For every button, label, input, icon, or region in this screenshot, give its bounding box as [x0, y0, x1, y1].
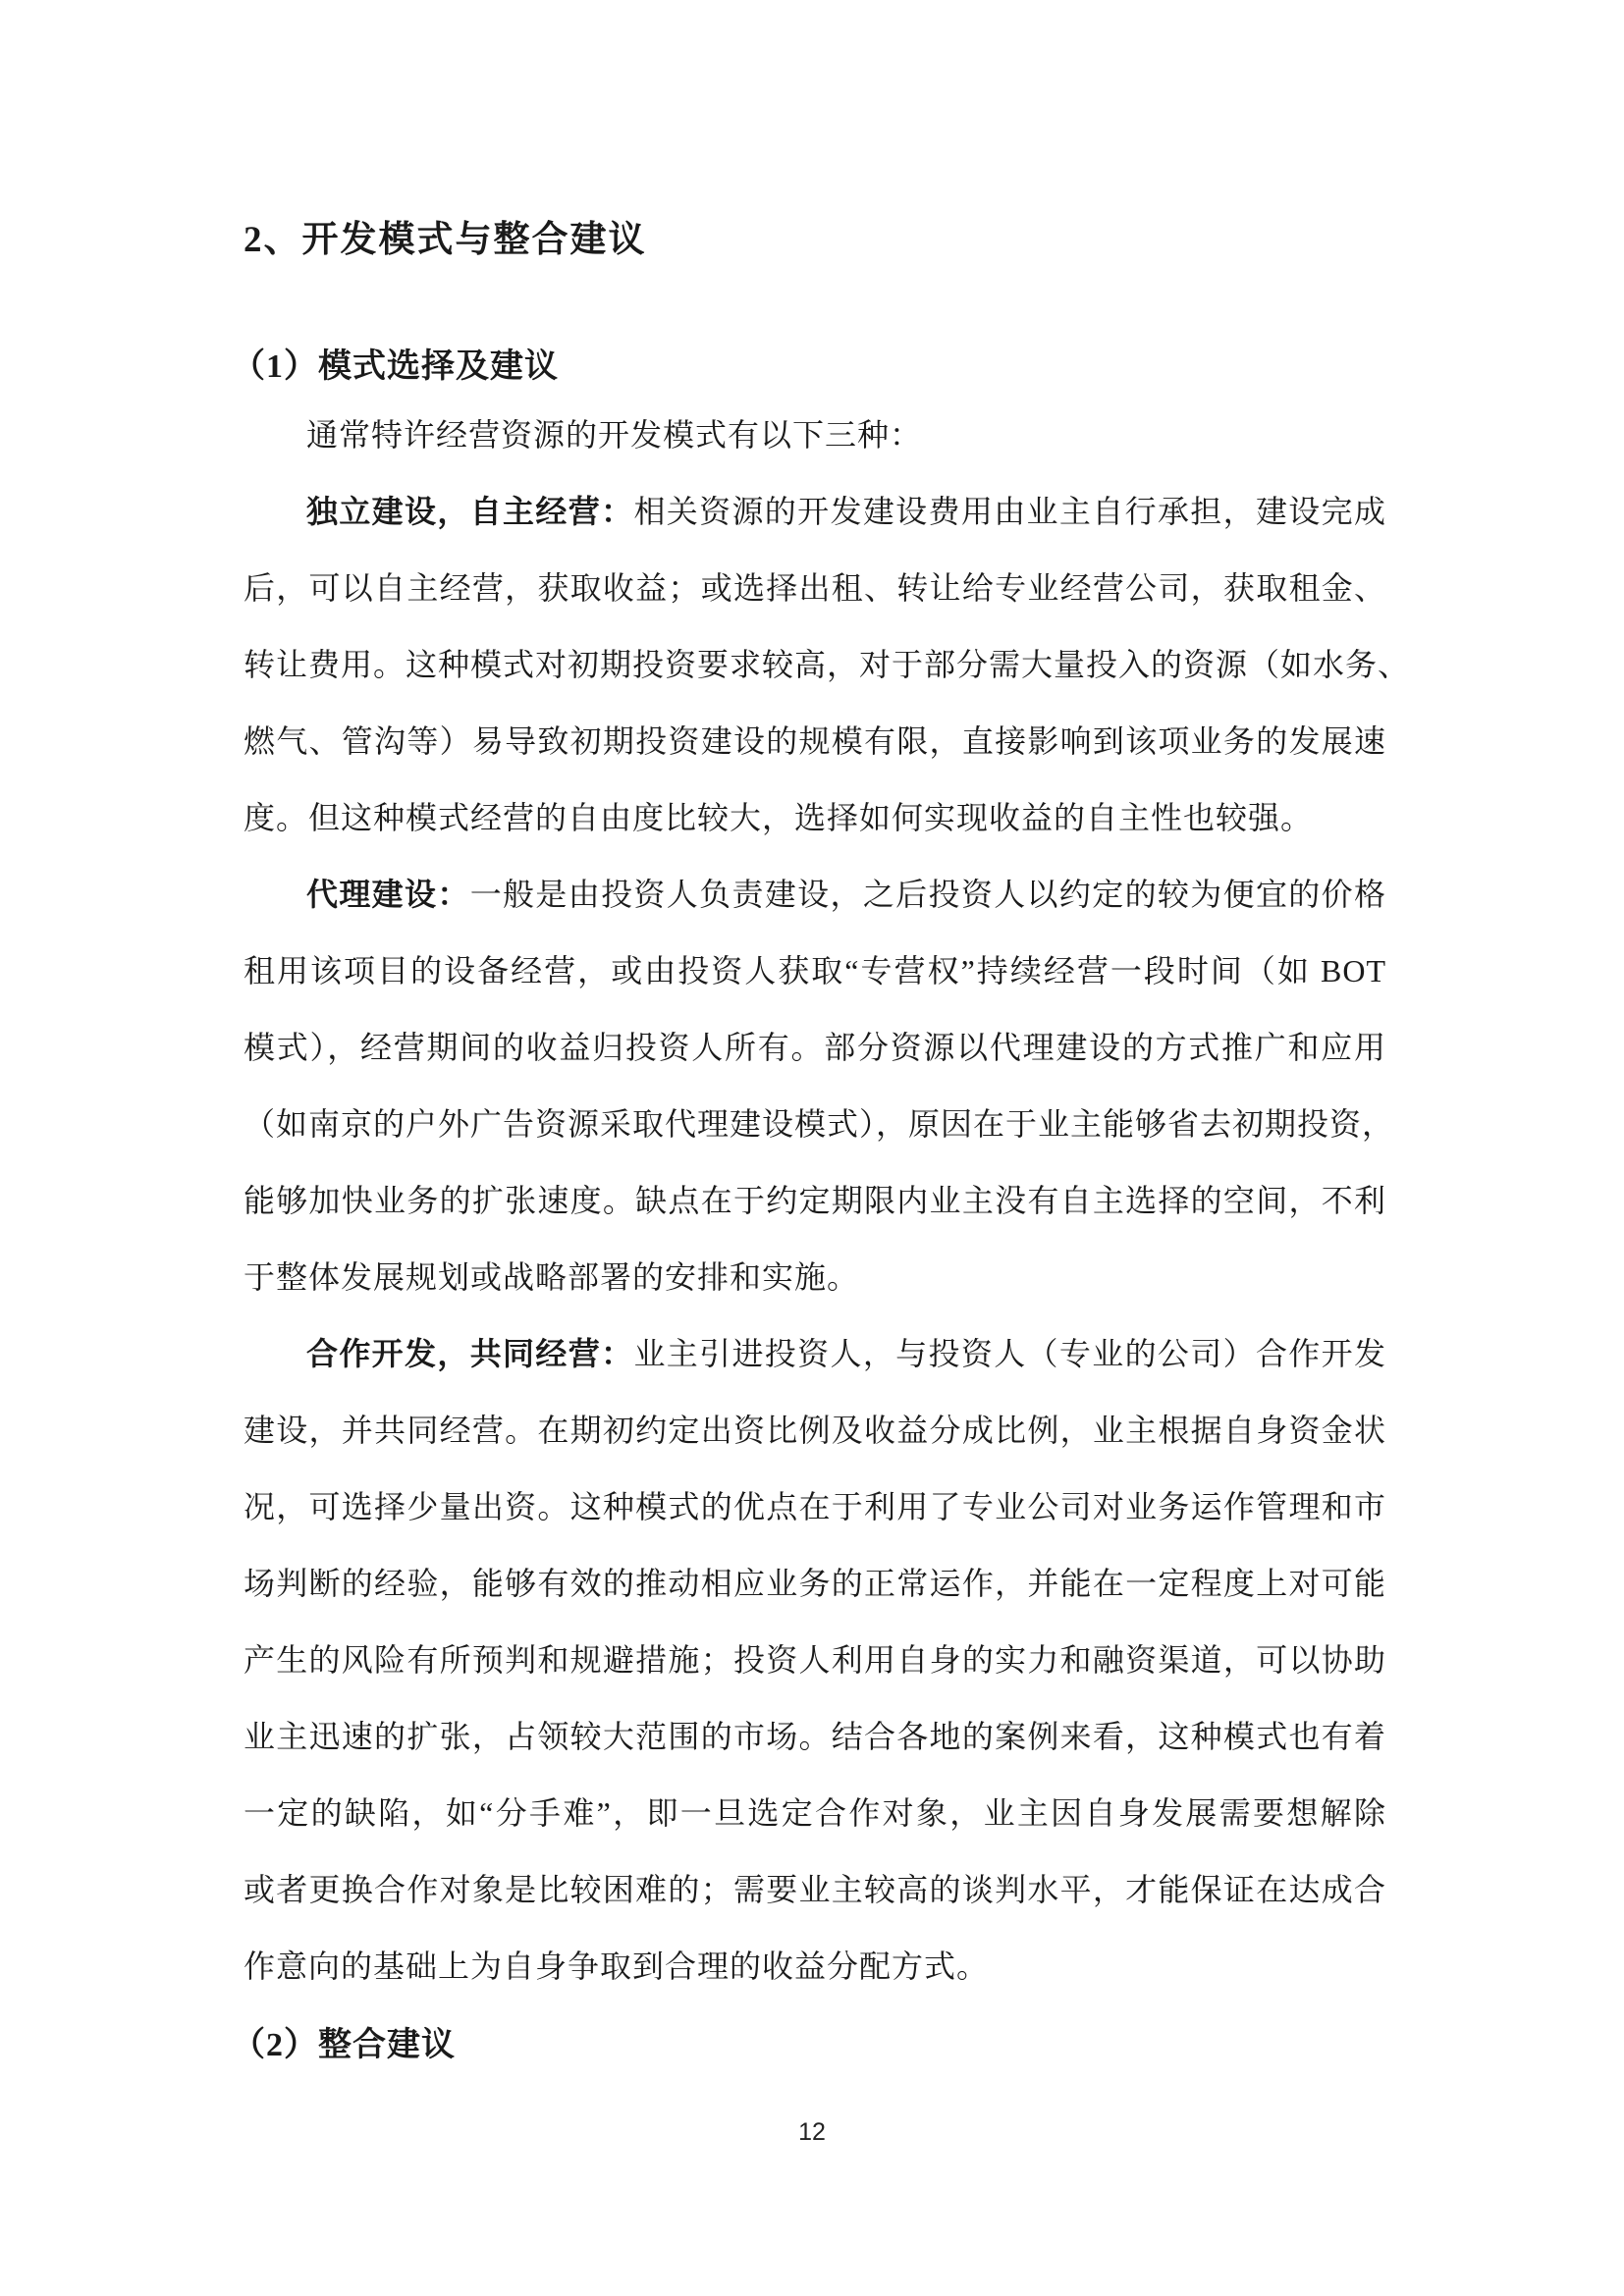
text-line: 度。但这种模式经营的自由度比较大，选择如何实现收益的自主性也较强。 [244, 800, 1314, 835]
page-number: 12 [798, 2118, 826, 2146]
text-line: 一定的缺陷，如“分手难”，即一旦选定合作对象，业主因自身发展需要想解除 [244, 1795, 1386, 1831]
text-line: 或者更换合作对象是比较困难的；需要业主较高的谈判水平，才能保证在达成合 [244, 1872, 1386, 1907]
document-content [232, 0, 1411, 2067]
text-line: 场判断的经验，能够有效的推动相应业务的正常运作，并能在一定程度上对可能 [244, 1566, 1386, 1601]
text-line: 建设，并共同经营。在期初约定出资比例及收益分成比例，业主根据自身资金状 [244, 1413, 1386, 1448]
paragraph [244, 473, 1411, 856]
text-line: 转让费用。这种模式对初期投资要求较高，对于部分需大量投入的资源（如水务、 [244, 647, 1411, 682]
text-line: 于整体发展规划或战略部署的安排和实施。 [244, 1259, 860, 1295]
section-heading: （1）模式选择及建议 [232, 348, 559, 385]
paragraph [244, 1315, 1386, 2004]
text-line: 产生的风险有所预判和规避措施；投资人利用自身的实力和融资渠道，可以协助 [244, 1642, 1386, 1678]
text-line: 代理建设：一般是由投资人负责建设，之后投资人以约定的较为便宜的价格 [306, 877, 1386, 912]
text-line: 作意向的基础上为自身争取到合理的收益分配方式。 [244, 1949, 990, 1984]
text-line: 能够加快业务的扩张速度。缺点在于约定期限内业主没有自主选择的空间，不利 [244, 1183, 1386, 1218]
paragraph [244, 856, 1395, 1315]
text-line: 合作开发，共同经营：业主引进投资人，与投资人（专业的公司）合作开发 [306, 1336, 1386, 1371]
section-heading: （2）整合建议 [232, 2027, 456, 2063]
text-line: 通常特许经营资源的开发模式有以下三种： [306, 417, 923, 453]
text-line: 燃气、管沟等）易导致初期投资建设的规模有限，直接影响到该项业务的发展速 [244, 723, 1386, 759]
paragraph [244, 397, 1386, 473]
text-line: 业主迅速的扩张，占领较大范围的市场。结合各地的案例来看，这种模式也有着 [244, 1719, 1386, 1754]
text-line: 租用该项目的设备经营，或由投资人获取“专营权”持续经营一段时间（如 BOT [244, 953, 1386, 988]
text-line: 模式），经营期间的收益归投资人所有。部分资源以代理建设的方式推广和应用 [244, 1030, 1386, 1065]
document-body [232, 346, 1411, 2067]
text-line: （如南京的户外广告资源采取代理建设模式），原因在于业主能够省去初期投资， [244, 1106, 1395, 1142]
text-line: 况，可选择少量出资。这种模式的优点在于利用了专业公司对业务运作管理和市 [244, 1489, 1386, 1524]
page-title: 2、开发模式与整合建议 [244, 220, 647, 260]
text-line: 后，可以自主经营，获取收益；或选择出租、转让给专业经营公司，获取租金、 [244, 570, 1386, 606]
text-line: 独立建设，自主经营：相关资源的开发建设费用由业主自行承担，建设完成 [306, 494, 1386, 529]
